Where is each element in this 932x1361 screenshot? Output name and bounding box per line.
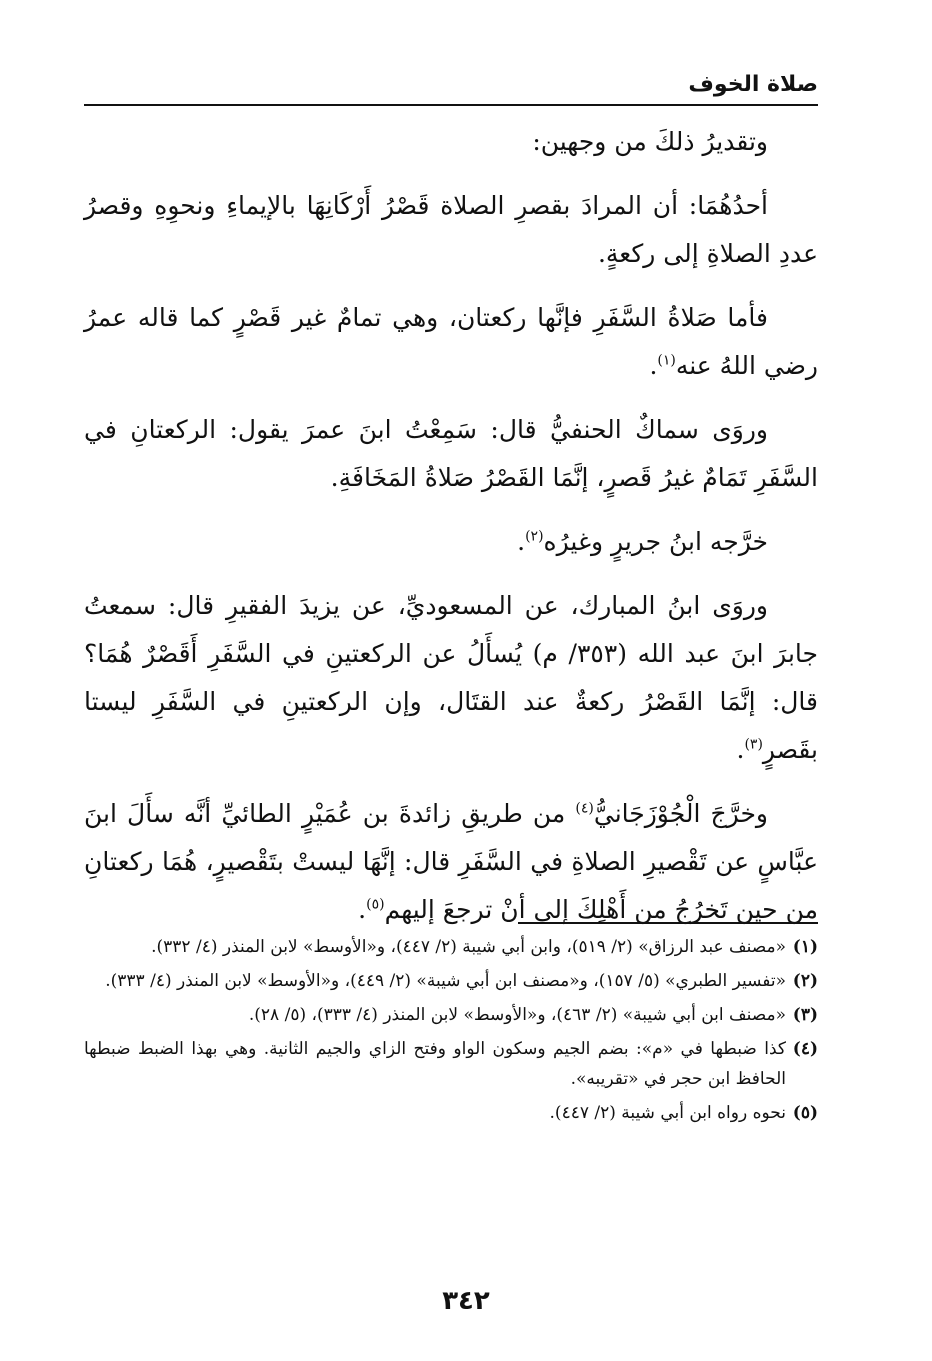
paragraph: أحدُهُمَا: أن المرادَ بقصرِ الصلاة قَصْرُ أَرْكَانِهَا بالإيماءِ ونحوِهِ وقصرُ عددِ الصلاةِ إلى ركعةٍ.	[84, 191, 818, 268]
footnote: (٢) «تفسير الطبري» (٥/ ١٥٧)، و«مصنف ابن أبي شيبة» (٢/ ٤٤٩)، و«الأوسط» لابن المنذر (٤/ ٣٣٣).	[105, 971, 818, 991]
running-header	[84, 70, 818, 106]
footnote-marker: (٣)	[744, 736, 763, 753]
paragraph: وروَى سماكٌ الحنفيُّ قال: سَمِعْتُ ابنَ عمرَ يقول: الركعتانِ في السَّفَرِ تَمَامٌ غيرُ قَصرٍ، إنَّمَا القَصْرُ صَلاةُ المَخَافَةِ.	[84, 415, 818, 492]
paragraph: فأما صَلاةُ السَّفَرِ فإنَّها ركعتان، وهي تمامٌ غير قَصْرٍ كما قاله عمرُ رضي اللهُ عنه$^{(١)}$.	[84, 303, 818, 380]
chapter-title: صلاة الخوف	[688, 72, 818, 97]
footnote: (٥) نحوه رواه ابن أبي شيبة (٢/ ٤٤٧).	[549, 1103, 818, 1123]
footnote-marker: (٥)	[366, 896, 385, 913]
paragraph: وروَى ابنُ المبارك، عن المسعوديِّ، عن يزيدَ الفقيرِ قال: سمعتُ جابرَ ابنَ عبد الله (٣٥٣/ م) يُسأَلُ عن الركعتينِ في السَّفَرِ أَقَصْرٌ هُمَا؟ قال: إنَّمَا القَصْرُ ركعةٌ عند القتَال، وإن الركعتينِ في السَّفَرِ ليستا بقَصرٍ$^{(٣)}$.	[84, 591, 818, 764]
footnote: (٣) «مصنف ابن أبي شيبة» (٢/ ٤٦٣)، و«الأوسط» لابن المنذر (٤/ ٣٣٣)، (٥/ ٢٨).	[248, 1005, 818, 1025]
footnote-marker: (٢)	[525, 528, 544, 545]
page-number: ٣٤٢	[442, 1286, 490, 1316]
paragraph: وخرَّجَ الْجُوْزَجَانيُّ$^{(٤)}$ من طريقِ زائدةَ بن عُمَيْرٍ الطائيِّ أنَّه سأَلَ ابنَ عبَّاسٍ عن تَقْصيرِ الصلاةِ في السَّفَرِ قال: إنَّهَا ليستْ بتَقْصيرٍ، هُمَا ركعتانِ من حين تَخرُجُ من أَهْلِكَ إلى أنْ ترجعَ إليهم$^{(٥)}$.	[84, 799, 818, 924]
footnote-marker: (٤)	[575, 800, 594, 817]
footnote: (١) «مصنف عبد الرزاق» (٢/ ٥١٩)، وابن أبي شيبة (٢/ ٤٤٧)، و«الأوسط» لابن المنذر (٤/ ٣٣٢).	[151, 937, 818, 957]
paragraph: خرَّجه ابنُ جريرٍ وغيرُه$^{(٢)}$.	[517, 527, 768, 556]
footnote: (٤) كذا ضبطها في «م»: بضم الجيم وسكون الواو وفتح الزاي والجيم الثانية. وهي بهذا الضبط ضبطها الحافظ ابن حجر في «تقريبه».	[84, 1039, 818, 1089]
footnote-separator	[518, 922, 818, 924]
footnote-marker: (١)	[657, 352, 676, 369]
paragraph: وتقديرُ ذلكَ من وجهين:	[532, 127, 768, 156]
main-text	[84, 118, 818, 950]
footnotes	[84, 932, 818, 1132]
